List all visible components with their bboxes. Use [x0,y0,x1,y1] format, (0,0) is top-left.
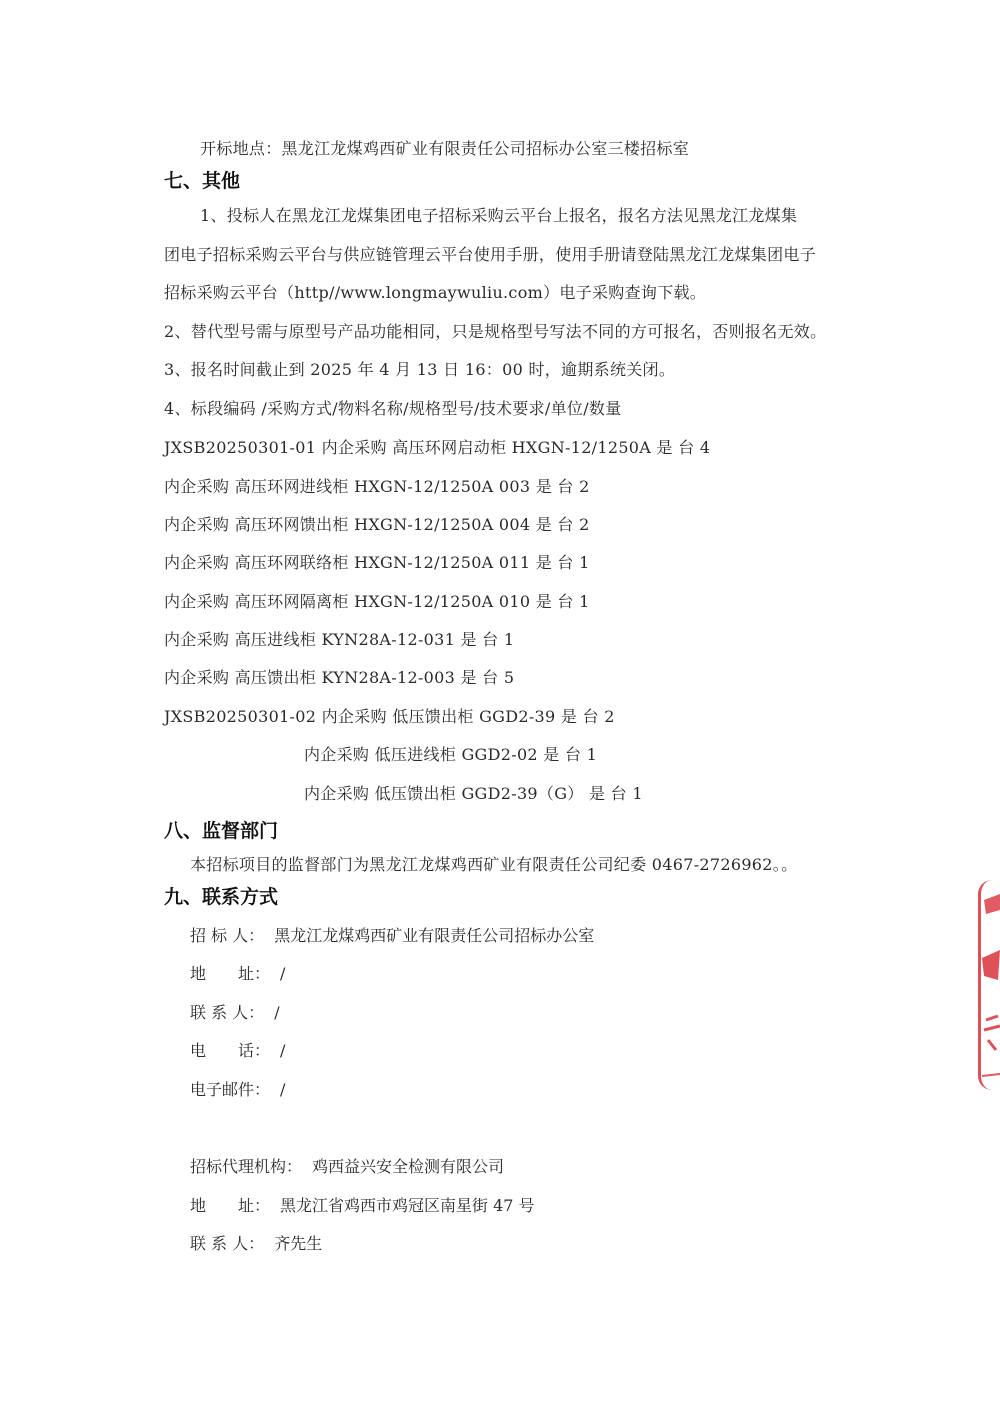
agency-contact-value: 齐先生 [274,1234,323,1253]
address-value: / [280,964,286,983]
agency-address-label: 地 址： [190,1196,271,1215]
section-7-item-1-line-2: 团电子招标采购云平台与供应链管理云平台使用手册，使用手册请登陆黑龙江龙煤集团电子 [164,245,817,264]
lot-row: JXSB20250301-02 内企采购 低压馈出柜 GGD2-39 是 台 2 [164,707,615,726]
tenderer-row [190,926,604,946]
section-7-item-1-line-1: 1、投标人在黑龙江龙煤集团电子招标采购云平台上报名，报名方法见黑龙江龙煤集 [200,206,798,225]
lot-row: 内企采购 高压环网进线柜 HXGN-12/1250A 003 是 台 2 [164,477,590,496]
address-row [190,964,295,984]
section-8-title: 八、监督部门 [164,820,279,842]
email-row [190,1080,295,1100]
address-label: 地 址： [190,964,271,983]
red-seal-fragment [972,880,1000,1090]
agency-label: 招标代理机构： [190,1157,303,1176]
section-7-item-3: 3、报名时间截止到 2025 年 4 月 13 日 16：00 时，逾期系统关闭。 [164,360,676,379]
lot-row: 内企采购 低压馈出柜 GGD2-39（G） 是 台 1 [304,784,643,803]
lot-row: 内企采购 高压馈出柜 KYN28A-12-003 是 台 5 [164,668,515,687]
section-7-item-4: 4、标段编码 /采购方式/物料名称/规格型号/技术要求/单位/数量 [164,399,622,418]
contact-value: / [274,1003,280,1022]
section-7-item-1-line-3: 招标采购云平台（http//www.longmaywuliu.com）电子采购查询下载。 [164,283,707,302]
agency-address-value: 黑龙江省鸡西市鸡冠区南星街 47 号 [280,1196,535,1215]
section-7-title: 七、其他 [164,170,241,192]
agency-value: 鸡西益兴安全检测有限公司 [312,1157,505,1176]
phone-row [190,1041,295,1061]
tenderer-label: 招 标 人： [190,926,265,945]
tenderer-value: 黑龙江龙煤鸡西矿业有限责任公司招标办公室 [274,926,595,945]
opening-location: 开标地点：黑龙江龙煤鸡西矿业有限责任公司招标办公室三楼招标室 [200,139,690,158]
section-7-item-2: 2、替代型号需与原型号产品功能相同，只是规格型号写法不同的方可报名，否则报名无效。 [164,322,827,341]
phone-value: / [280,1041,286,1060]
lot-row: 内企采购 高压环网联络柜 HXGN-12/1250A 011 是 台 1 [164,553,590,572]
email-label: 电子邮件： [190,1080,271,1099]
email-value: / [280,1080,286,1099]
contact-label: 联 系 人： [190,1003,265,1022]
lot-row: 内企采购 高压环网馈出柜 HXGN-12/1250A 004 是 台 2 [164,515,590,534]
phone-label: 电 话： [190,1041,271,1060]
agency-contact-label: 联 系 人： [190,1234,265,1253]
section-9-title: 九、联系方式 [164,886,279,908]
agency-address-row [190,1196,545,1216]
seal-marks-icon [972,880,1000,1090]
agency-row [190,1157,514,1177]
agency-contact-row [190,1234,332,1254]
lot-row: 内企采购 高压环网隔离柜 HXGN-12/1250A 010 是 台 1 [164,592,590,611]
lot-row: JXSB20250301-01 内企采购 高压环网启动柜 HXGN-12/1250A 是 台 4 [164,438,711,457]
supervision-text: 本招标项目的监督部门为黑龙江龙煤鸡西矿业有限责任公司纪委 0467-2726962。。 [190,855,798,874]
lot-row: 内企采购 低压进线柜 GGD2-02 是 台 1 [304,745,598,764]
contact-row [190,1003,290,1023]
lot-row: 内企采购 高压进线柜 KYN28A-12-031 是 台 1 [164,630,515,649]
